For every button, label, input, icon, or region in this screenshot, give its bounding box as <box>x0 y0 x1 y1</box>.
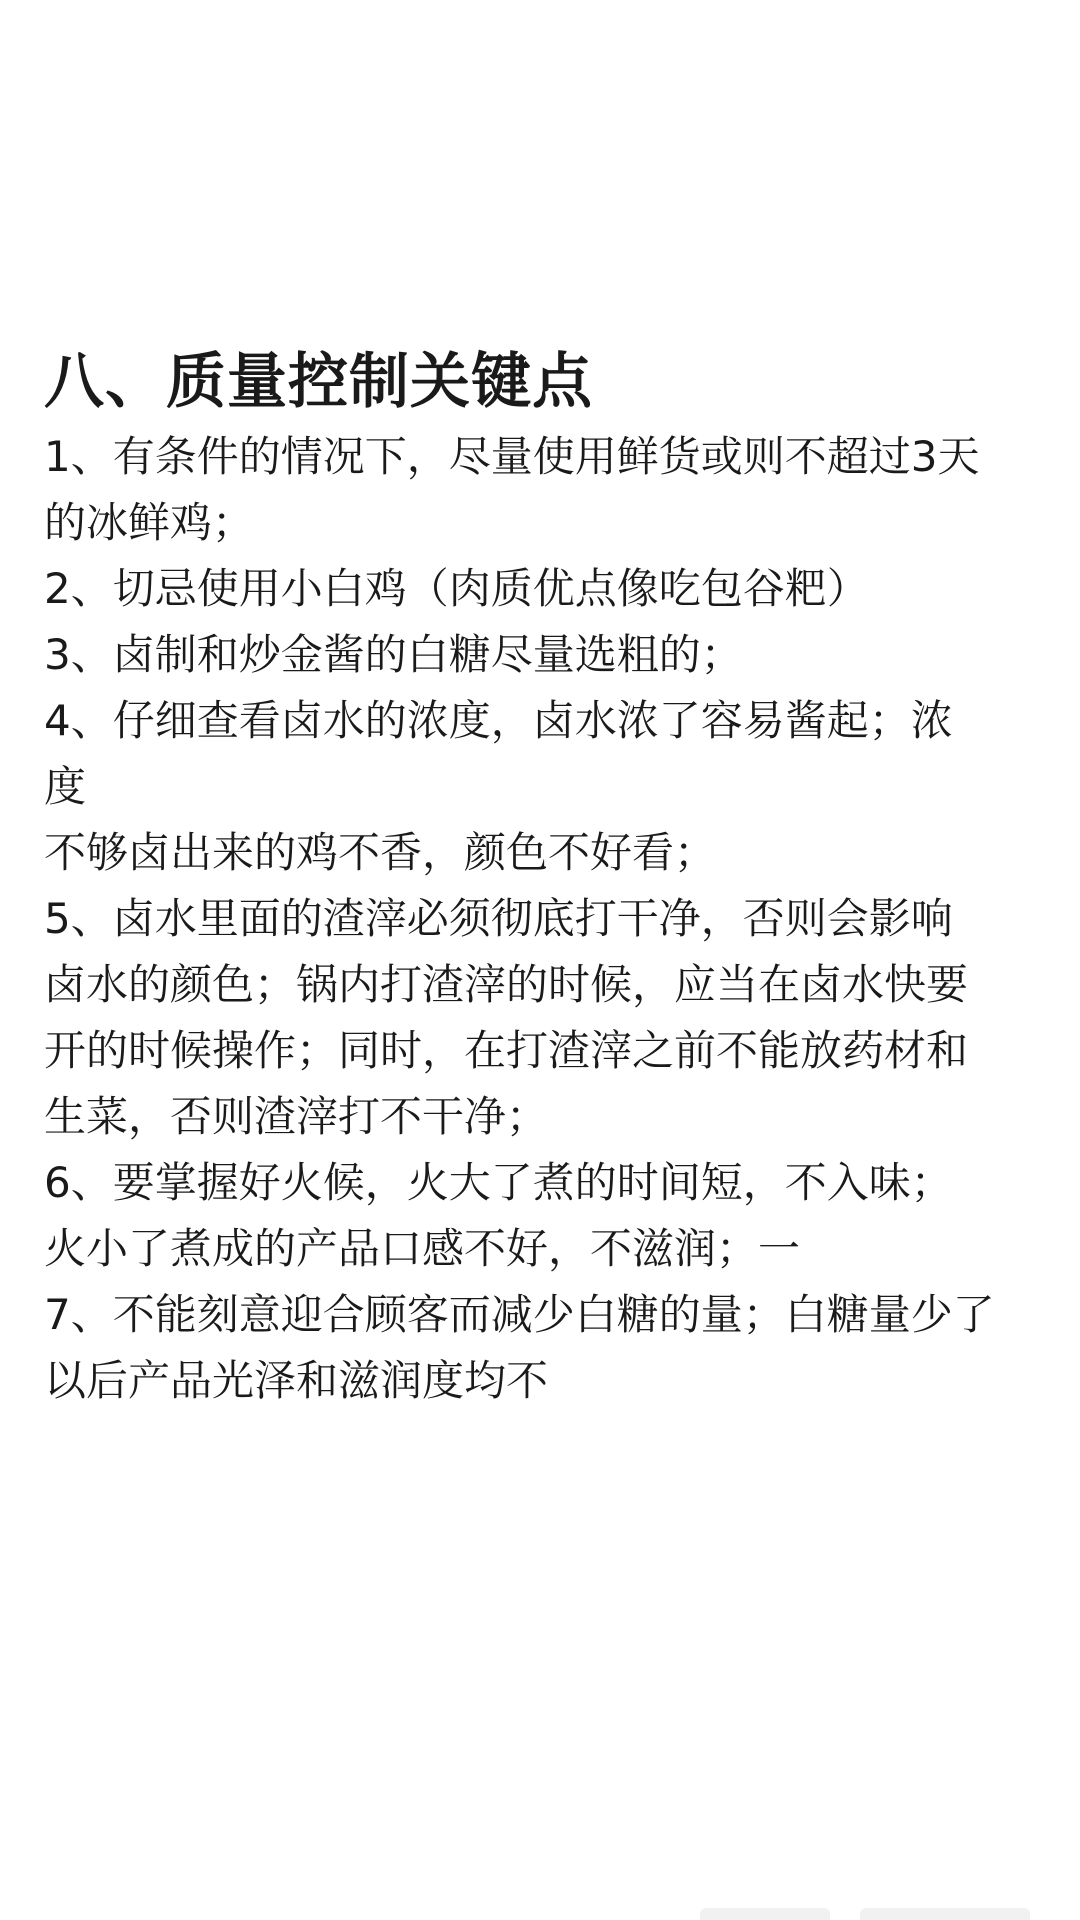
note-line: 生菜，否则渣滓打不干净； <box>44 1092 549 1141</box>
note-line: 不够卤出来的鸡不香，颜色不好看； <box>44 828 717 877</box>
note-line: 3、卤制和炒金酱的白糖尽量选粗的； <box>44 630 743 679</box>
note-line: 5、卤水里面的渣滓必须彻底打干净，否则会影响 <box>44 894 953 943</box>
bottom-edge <box>0 1900 1080 1920</box>
note-content <box>44 340 1044 1414</box>
note-line: 火小了煮成的产品口感不好，不滋润；一 <box>44 1224 801 1273</box>
note-line: 以后产品光泽和滋润度均不 <box>44 1356 549 1405</box>
note-line: 6、要掌握好火候，火大了煮的时间短，不入味； <box>44 1158 953 1207</box>
bottom-tab-stub[interactable] <box>700 1908 830 1920</box>
note-line: 7、不能刻意迎合顾客而减少白糖的量；白糖量少了 <box>44 1290 995 1339</box>
note-line: 2、切忌使用小白鸡（肉质优点像吃包谷粑） <box>44 564 869 613</box>
note-line: 的冰鲜鸡； <box>44 498 255 547</box>
bottom-tab-stub[interactable] <box>860 1908 1030 1920</box>
note-line: 开的时候操作；同时，在打渣滓之前不能放药材和 <box>44 1026 969 1075</box>
note-line: 卤水的颜色；锅内打渣滓的时候，应当在卤水快要 <box>44 960 969 1009</box>
note-title: 八、质量控制关键点 <box>44 347 593 417</box>
note-line: 1、有条件的情况下，尽量使用鲜货或则不超过3天 <box>44 432 980 481</box>
note-line: 度 <box>44 762 87 811</box>
note-line: 4、仔细查看卤水的浓度，卤水浓了容易酱起；浓 <box>44 696 953 745</box>
